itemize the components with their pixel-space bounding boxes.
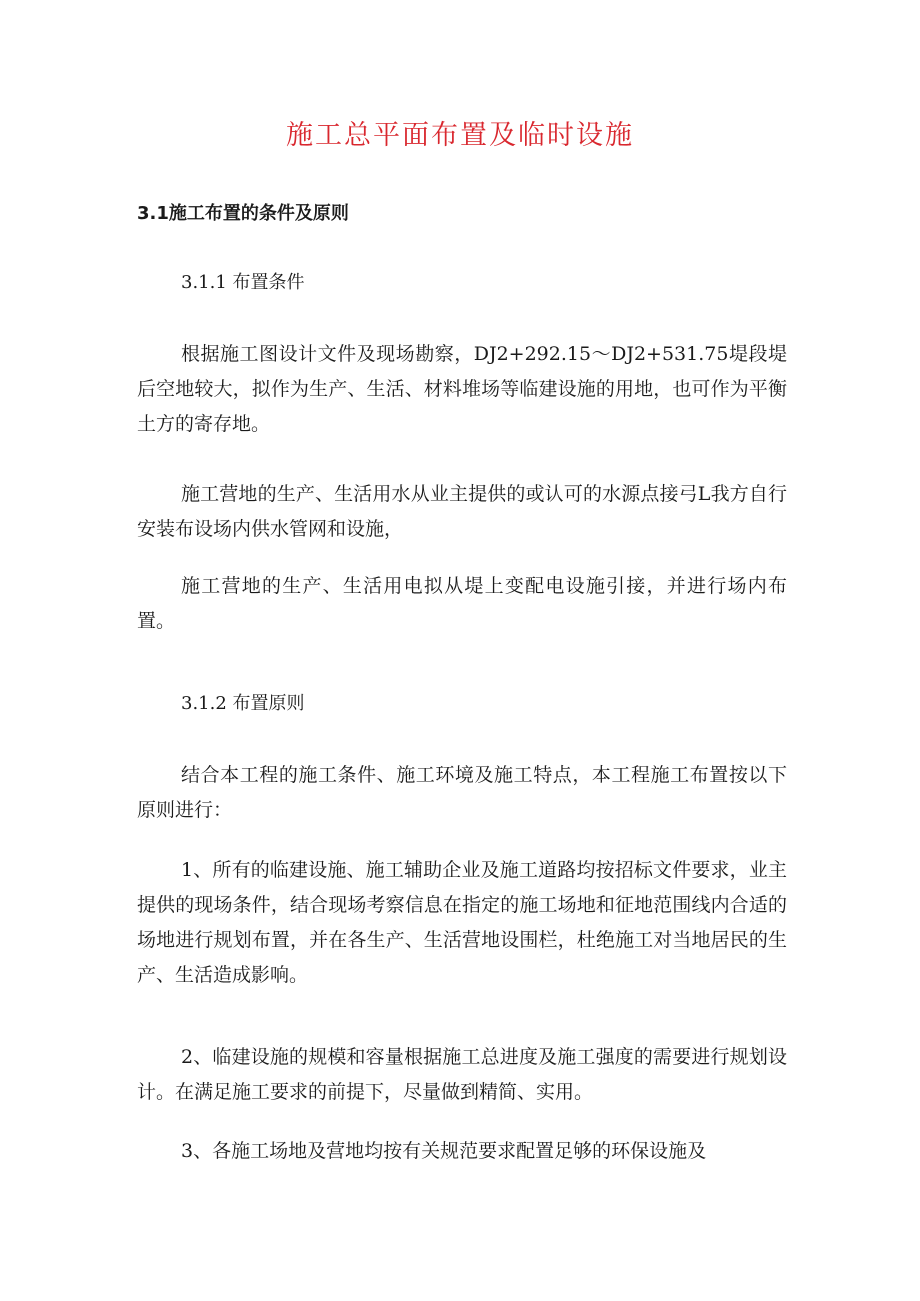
list-item: 2、临建设施的规模和容量根据施工总进度及施工强度的需要进行规划设计。在满足施工要求的前提下，尽量做到精简、实用。 — [137, 1046, 787, 1103]
document-title: 施工总平面布置及临时设施 — [286, 120, 634, 151]
paragraph: 施工营地的生产、生活用电拟从堤上变配电设施引接，并进行场内布置。 — [137, 575, 787, 632]
subsection-heading-conditions: 3.1.1 布置条件 — [181, 272, 305, 293]
list-item: 1、所有的临建设施、施工辅助企业及施工道路均按招标文件要求，业主提供的现场条件，结合现场考察信息在指定的施工场地和征地范围线内合适的场地进行规划布置，并在各生产、生活营地设围栏，杜绝施工对当地居民的生产、生活造成影响。 — [137, 859, 787, 986]
paragraph: 施工营地的生产、生活用水从业主提供的或认可的水源点接弓L我方自行安装布设场内供水管网和设施， — [137, 483, 787, 540]
paragraph: 结合本工程的施工条件、施工环境及施工特点，本工程施工布置按以下原则进行： — [137, 764, 787, 821]
section-heading: 3.1施工布置的条件及原则 — [137, 203, 349, 224]
list-item: 3、各施工场地及营地均按有关规范要求配置足够的环保设施及 — [181, 1140, 707, 1162]
subsection-heading-principles: 3.1.2 布置原则 — [181, 693, 305, 714]
paragraph: 根据施工图设计文件及现场勘察，DJ2+292.15～DJ2+531.75堤段堤后空地较大，拟作为生产、生活、材料堆场等临建设施的用地，也可作为平衡土方的寄存地。 — [137, 343, 787, 435]
